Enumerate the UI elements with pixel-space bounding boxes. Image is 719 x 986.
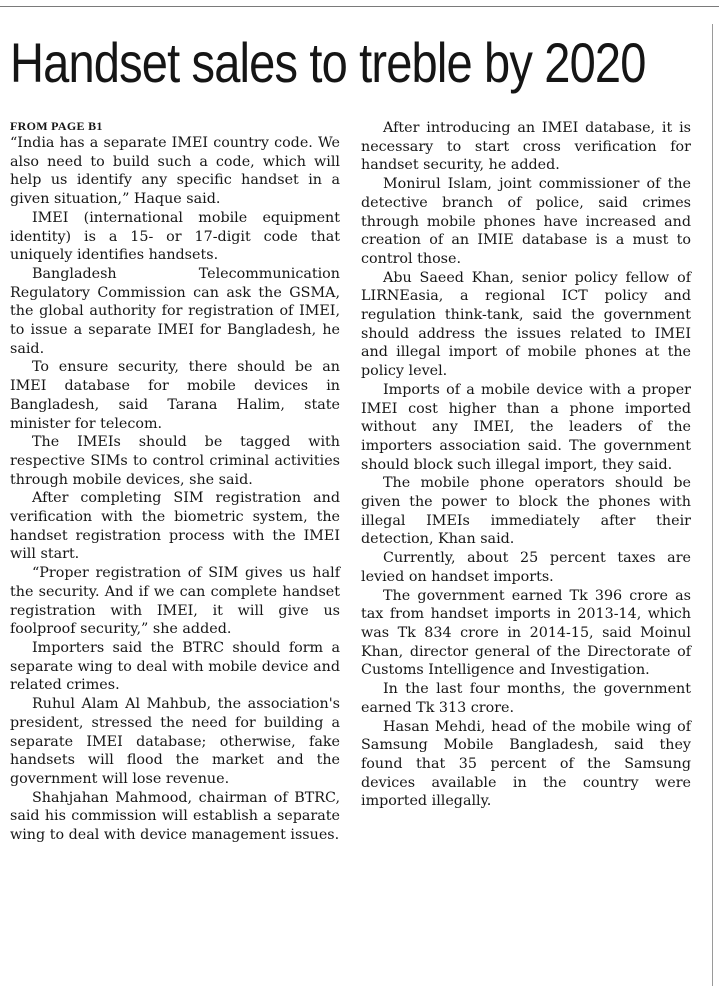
paragraph: The IMEIs should be tagged with respective SIMs to control criminal activities through mobile devices, she said. — [10, 434, 340, 488]
right-column — [361, 119, 691, 811]
paragraph: Bangladesh Telecommunication Regulatory Commission can ask the GSMA, the global authority for registration of IMEI, to issue a separate IMEI for Bangladesh, he said. — [10, 265, 340, 357]
left-column — [10, 118, 340, 845]
paragraph: Shahjahan Mahmood, chairman of BTRC, said his commission will establish a separate wing to deal with device management issues. — [10, 789, 340, 844]
paragraph: In the last four months, the government earned Tk 313 crore. — [361, 681, 691, 716]
paragraph: After introducing an IMEI database, it is necessary to start cross verification for handset security, he added. — [361, 120, 691, 174]
kicker: FROM PAGE B1 — [10, 119, 103, 133]
paragraph: Ruhul Alam Al Mahbub, the association's president, stressed the need for building a separate IMEI database; otherwise, fake handsets will flood the market and the government will lose revenue. — [10, 696, 340, 787]
paragraph: Hasan Mehdi, head of the mobile wing of Samsung Mobile Bangladesh, said they found that 35 percent of the Samsung devices available in the country were imported illegally. — [361, 718, 691, 810]
column-divider — [712, 24, 713, 986]
paragraph: Currently, about 25 percent taxes are levied on handset imports. — [361, 550, 691, 585]
paragraph: Imports of a mobile device with a proper IMEI cost higher than a phone imported without any IMEI, the leaders of the importers association said. The government should block such illegal import, they said. — [361, 381, 691, 473]
top-divider — [0, 6, 719, 7]
headline: Handset sales to treble by 2020 — [10, 31, 646, 94]
paragraph: “India has a separate IMEI country code. We also need to build such a code, which will help us identify any specific handset in a given situation,” Haque said. — [10, 135, 340, 208]
paragraph: The government earned Tk 396 crore as tax from handset imports in 2013-14, which was Tk 834 crore in 2014-15, said Moinul Khan, director general of the Directorate of Customs Intelligence and Investigation. — [361, 587, 691, 679]
paragraph: Importers said the BTRC should form a separate wing to deal with mobile device and related crimes. — [10, 639, 340, 694]
paragraph: The mobile phone operators should be given the power to block the phones with illegal IMEIs immediately after their detection, Khan said. — [361, 475, 691, 548]
paragraph: Monirul Islam, joint commissioner of the detective branch of police, said crimes through mobile phones have increased and creation of an IMIE database is a must to control those. — [361, 176, 691, 267]
paragraph: Abu Saeed Khan, senior policy fellow of LIRNEasia, a regional ICT policy and regulation think-tank, said the government should address the issues related to IMEI and illegal import of mobile phones at the policy level. — [361, 269, 691, 380]
paragraph: “Proper registration of SIM gives us half the security. And if we can complete handset registration with IMEI, it will give us foolproof security,” she added. — [10, 565, 340, 638]
paragraph: After completing SIM registration and verification with the biometric system, the handset registration process with the IMEI will start. — [10, 490, 340, 563]
paragraph: To ensure security, there should be an IMEI database for mobile devices in Bangladesh, said Tarana Halim, state minister for telecom. — [10, 359, 340, 432]
paragraph: IMEI (international mobile equipment identity) is a 15- or 17-digit code that uniquely identifies handsets. — [10, 209, 340, 264]
